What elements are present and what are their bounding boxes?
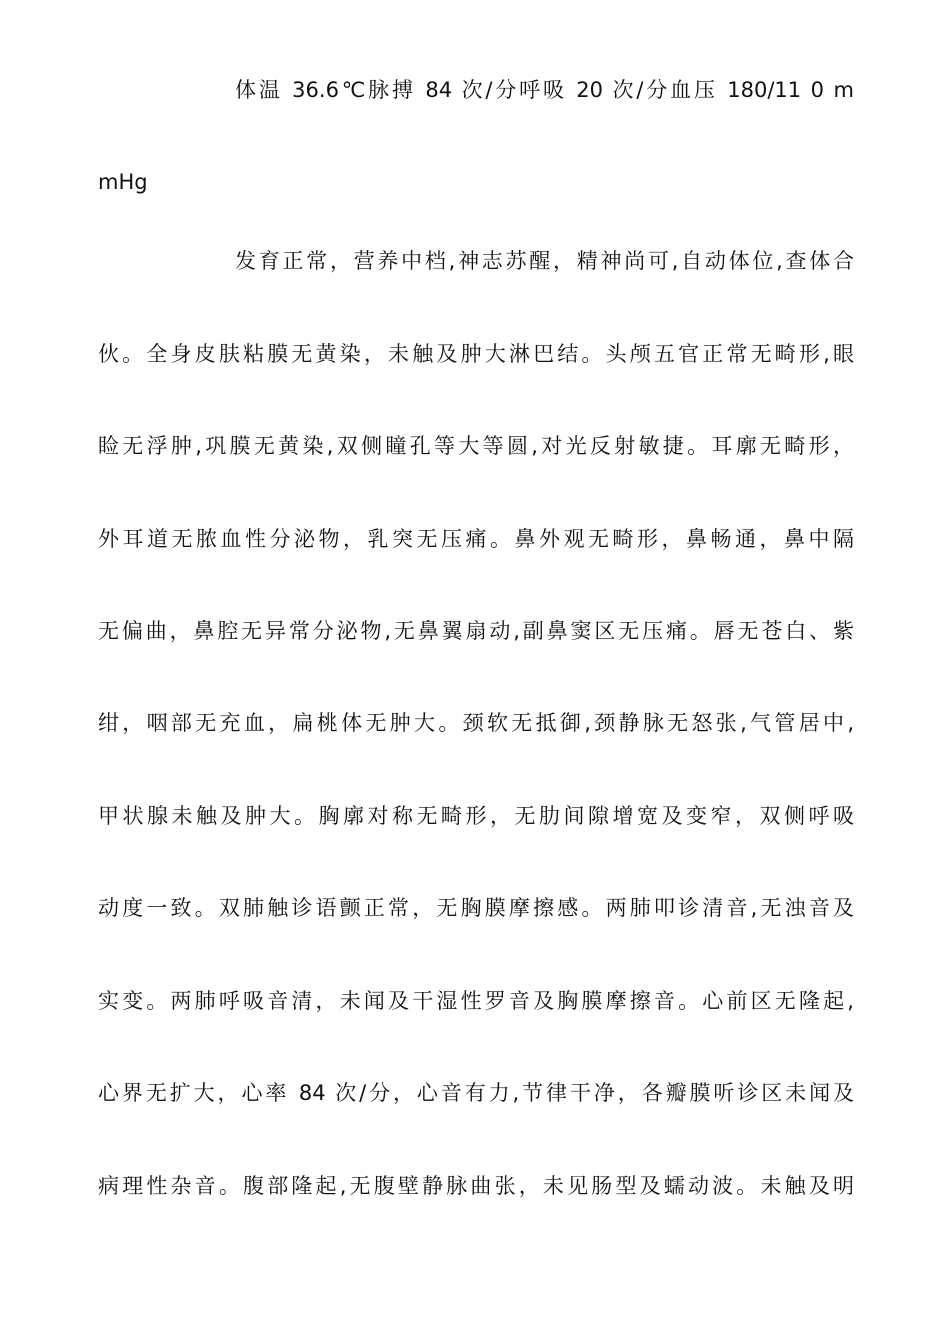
exam-paragraph-line: 绀，咽部无充血，扁桃体无肿大。颈软无抵御,颈静脉无怒张,气管居中, [98,711,854,735]
exam-paragraph-line: 甲状腺未触及肿大。胸廓对称无畸形，无肋间隙增宽及变窄，双侧呼吸 [98,804,854,828]
exam-paragraph-line: 心界无扩大，心率 84 次/分，心音有力,节律干净，各瓣膜听诊区未闻及 [98,1081,854,1105]
exam-paragraph-line: 伙。全身皮肤粘膜无黄染，未触及肿大淋巴结。头颅五官正常无畸形,眼 [98,342,854,366]
vitals-line-continuation: mHg [98,170,148,194]
vitals-line: 体温 36.6℃脉搏 84 次/分呼吸 20 次/分血压 180/11 0 m [235,78,854,102]
exam-paragraph-line: 实变。两肺呼吸音清，未闻及干湿性罗音及胸膜摩擦音。心前区无隆起, [98,989,854,1013]
exam-paragraph-line: 病理性杂音。腹部隆起,无腹壁静脉曲张，未见肠型及蠕动波。未触及明 [98,1174,854,1198]
exam-paragraph-line: 外耳道无脓血性分泌物，乳突无压痛。鼻外观无畸形，鼻畅通，鼻中隔 [98,527,854,551]
exam-paragraph-line: 无偏曲，鼻腔无异常分泌物,无鼻翼扇动,副鼻窦区无压痛。唇无苍白、紫 [98,619,854,643]
exam-paragraph-line: 睑无浮肿,巩膜无黄染,双侧瞳孔等大等圆,对光反射敏捷。耳廓无畸形， [98,434,854,458]
exam-paragraph-line: 动度一致。双肺触诊语颤正常，无胸膜摩擦感。两肺叩诊清音,无浊音及 [98,896,854,920]
exam-paragraph-line: 发育正常，营养中档,神志苏醒，精神尚可,自动体位,查体合 [235,249,854,273]
